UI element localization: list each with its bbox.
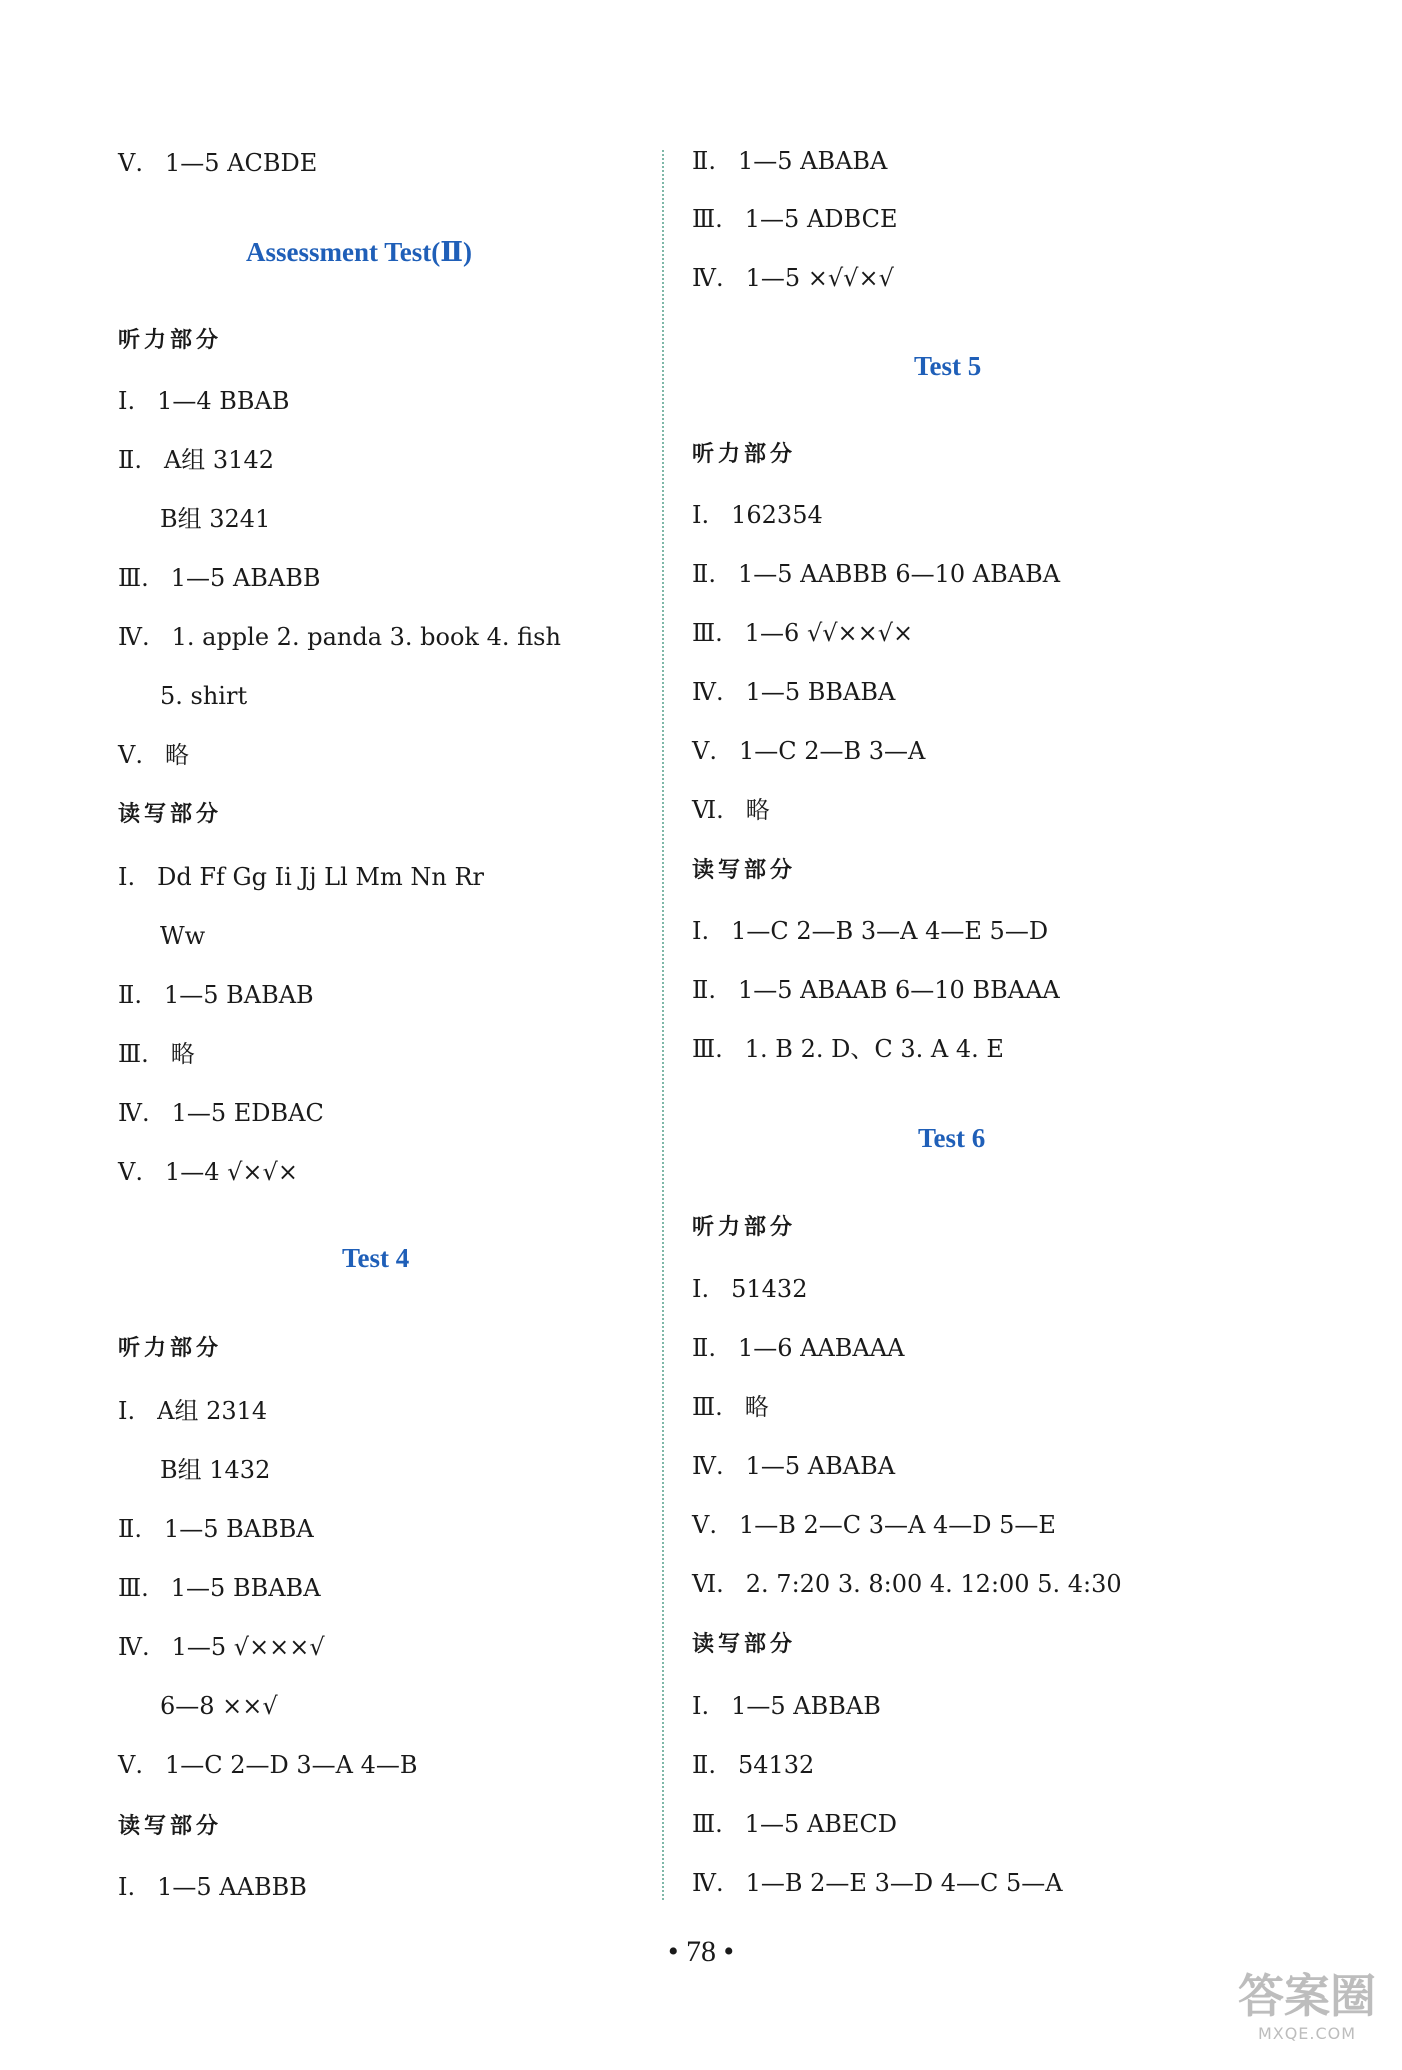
- answer-text: 1—5 BBABA: [745, 678, 896, 706]
- item-number: Ⅲ.: [692, 205, 723, 233]
- answer-text: 1—C 2—B 3—A: [738, 737, 926, 765]
- answer-text: 1—6 AABAAA: [737, 1334, 905, 1362]
- answer-line: [160, 681, 247, 711]
- item-number: Ⅴ.: [118, 741, 143, 769]
- answer-line: [692, 1868, 1063, 1898]
- answer-text: A组 2314: [157, 1397, 268, 1425]
- answer-text: 1—4 BBAB: [157, 387, 290, 415]
- item-number: Ⅰ.: [692, 1275, 710, 1303]
- answer-line: [118, 1039, 195, 1069]
- item-number: Ⅲ.: [118, 1040, 149, 1068]
- answer-line: [160, 504, 270, 534]
- answer-line: [692, 1392, 769, 1422]
- answer-text: 1—5 ABABA: [745, 1452, 896, 1480]
- item-number: Ⅰ.: [692, 501, 710, 529]
- item-number: Ⅵ.: [692, 1570, 724, 1598]
- answer-line: [692, 1750, 814, 1780]
- item-number: Ⅴ.: [118, 149, 143, 177]
- page-number: • 78 •: [667, 1935, 734, 1968]
- item-number: Ⅴ.: [118, 1158, 143, 1186]
- answer-line: [692, 1809, 897, 1839]
- answer-line: [118, 622, 561, 652]
- item-number: Ⅳ.: [118, 1633, 150, 1661]
- answer-line: [118, 148, 317, 178]
- answer-line: [692, 916, 1048, 946]
- column-divider: [662, 150, 664, 1900]
- listening-part-header: 听力部分: [692, 442, 797, 467]
- answer-text: 1—B 2—E 3—D 4—C 5—A: [745, 1869, 1063, 1897]
- answer-text: 5. shirt: [160, 682, 248, 710]
- item-number: Ⅰ.: [118, 863, 136, 891]
- answer-line: [692, 736, 925, 766]
- answer-text: 略: [745, 796, 770, 824]
- answer-text: Ww: [160, 922, 206, 950]
- answer-text: 1—5 ABBAB: [731, 1692, 881, 1720]
- item-number: Ⅰ.: [692, 1692, 710, 1720]
- answer-line: [118, 862, 484, 892]
- answer-text: 1—B 2—C 3—A 4—D 5—E: [738, 1511, 1056, 1539]
- item-number: Ⅱ.: [692, 147, 716, 175]
- item-number: Ⅱ.: [692, 560, 716, 588]
- answer-text: 1—5 ABABB: [170, 564, 321, 592]
- answer-line: [692, 1034, 1004, 1064]
- answer-text: 略: [744, 1393, 769, 1421]
- site-watermark: [1222, 1968, 1392, 2060]
- answer-line: [692, 677, 895, 707]
- section-title-test-5: Test 5: [914, 351, 982, 381]
- answer-line: [118, 1632, 325, 1662]
- answer-line: [160, 1691, 278, 1721]
- answer-text: 1—5 BABBA: [163, 1515, 314, 1543]
- answer-text: 1—4 √×√×: [164, 1158, 298, 1186]
- answer-line: [118, 1514, 314, 1544]
- item-number: Ⅰ.: [692, 917, 710, 945]
- listening-part-header: 听力部分: [118, 328, 223, 353]
- item-number: Ⅱ.: [692, 1334, 716, 1362]
- section-title-test-4: Test 4: [342, 1243, 410, 1273]
- item-number: Ⅱ.: [118, 981, 142, 1009]
- answer-text: 162354: [731, 501, 823, 529]
- item-number: Ⅰ.: [118, 1873, 136, 1901]
- item-number: Ⅴ.: [692, 737, 717, 765]
- item-number: Ⅲ.: [118, 564, 149, 592]
- item-number: Ⅴ.: [118, 1751, 143, 1779]
- item-number: Ⅳ.: [692, 264, 724, 292]
- answer-line: [160, 1455, 270, 1485]
- answer-line: [118, 445, 274, 475]
- answer-line: [692, 975, 1060, 1005]
- item-number: Ⅴ.: [692, 1511, 717, 1539]
- answer-line: [118, 980, 314, 1010]
- answer-line: [118, 386, 290, 416]
- answer-line: [692, 1691, 881, 1721]
- answer-text: 1—C 2—D 3—A 4—B: [164, 1751, 418, 1779]
- item-number: Ⅰ.: [118, 1397, 136, 1425]
- answer-line: [118, 1750, 418, 1780]
- answer-line: [692, 1333, 904, 1363]
- item-number: Ⅲ.: [692, 1810, 723, 1838]
- answer-text: 1—5 BBABA: [170, 1574, 321, 1602]
- item-number: Ⅳ.: [692, 1869, 724, 1897]
- answer-line: [118, 1872, 307, 1902]
- section-title-test-6: Test 6: [918, 1123, 986, 1153]
- answer-line: [692, 500, 823, 530]
- answer-text: 略: [170, 1040, 195, 1068]
- answer-text: B组 3241: [160, 505, 271, 533]
- item-number: Ⅱ.: [692, 1751, 716, 1779]
- answer-line: [118, 1098, 324, 1128]
- answer-text: 54132: [737, 1751, 815, 1779]
- section-title-assessment-test-2: Assessment Test(Ⅱ): [246, 237, 473, 267]
- answer-line: [692, 1569, 1122, 1599]
- item-number: Ⅱ.: [692, 976, 716, 1004]
- answer-text: 1—5 BABAB: [163, 981, 314, 1009]
- item-number: Ⅲ.: [118, 1574, 149, 1602]
- answer-text: 1—5 EDBAC: [171, 1099, 324, 1127]
- answer-line: [118, 1157, 298, 1187]
- answer-text: 1—5 ×√√×√: [745, 264, 894, 292]
- reading-writing-part-header: 读写部分: [692, 858, 797, 883]
- answer-line: [692, 795, 770, 825]
- item-number: Ⅳ.: [692, 678, 724, 706]
- item-number: Ⅱ.: [118, 1515, 142, 1543]
- answer-text: 1—C 2—B 3—A 4—E 5—D: [731, 917, 1049, 945]
- item-number: Ⅲ.: [692, 619, 723, 647]
- answer-text: A组 3142: [163, 446, 274, 474]
- answer-text: Dd Ff Gg Ii Jj Ll Mm Nn Rr: [157, 863, 484, 891]
- reading-writing-part-header: 读写部分: [118, 802, 223, 827]
- answer-line: [692, 204, 898, 234]
- listening-part-header: 听力部分: [692, 1215, 797, 1240]
- answer-text: 略: [164, 741, 189, 769]
- answer-line: [118, 563, 321, 593]
- item-number: Ⅲ.: [692, 1393, 723, 1421]
- item-number: Ⅳ.: [118, 623, 150, 651]
- item-number: Ⅲ.: [692, 1035, 723, 1063]
- answer-text: 1—5 √×××√: [171, 1633, 325, 1661]
- item-number: Ⅳ.: [118, 1099, 150, 1127]
- answer-text: 1—6 √√××√×: [744, 619, 914, 647]
- answer-text: 51432: [731, 1275, 808, 1303]
- answer-line: [160, 921, 205, 951]
- answer-line: [692, 263, 894, 293]
- answer-text: B组 1432: [160, 1456, 271, 1484]
- item-number: Ⅳ.: [692, 1452, 724, 1480]
- answer-line: [692, 1274, 807, 1304]
- answer-text: 1—5 ABAAB 6—10 BBAAA: [737, 976, 1060, 1004]
- reading-writing-part-header: 读写部分: [118, 1814, 223, 1839]
- item-number: Ⅵ.: [692, 796, 724, 824]
- reading-writing-part-header: 读写部分: [692, 1632, 797, 1657]
- answer-text: 1—5 AABBB: [157, 1873, 307, 1901]
- answer-line: [118, 1396, 267, 1426]
- answer-text: 1—5 ADBCE: [744, 205, 898, 233]
- answer-line: [692, 559, 1060, 589]
- answer-text: 1—5 ABECD: [744, 1810, 898, 1838]
- answer-line: [692, 1510, 1056, 1540]
- answer-text: 1—5 AABBB 6—10 ABABA: [737, 560, 1061, 588]
- item-number: Ⅱ.: [118, 446, 142, 474]
- answer-line: [118, 1573, 321, 1603]
- listening-part-header: 听力部分: [118, 1336, 223, 1361]
- watermark-logo-icon: 答案圈: [1238, 1969, 1376, 2023]
- item-number: Ⅰ.: [118, 387, 136, 415]
- answer-line: [692, 1451, 895, 1481]
- answer-text: 1. B 2. D、C 3. A 4. E: [744, 1035, 1004, 1063]
- answer-text: 1. apple 2. panda 3. book 4. fish: [171, 623, 561, 651]
- answer-line: [692, 146, 887, 176]
- answer-text: 2. 7:20 3. 8:00 4. 12:00 5. 4:30: [745, 1570, 1122, 1598]
- answer-line: [692, 618, 913, 648]
- answer-text: 1—5 ABABA: [737, 147, 888, 175]
- answer-text: 6—8 ××√: [160, 1692, 278, 1720]
- answer-line: [118, 740, 189, 770]
- answer-text: 1—5 ACBDE: [164, 149, 318, 177]
- watermark-text: MXQE.COM: [1257, 2024, 1357, 2043]
